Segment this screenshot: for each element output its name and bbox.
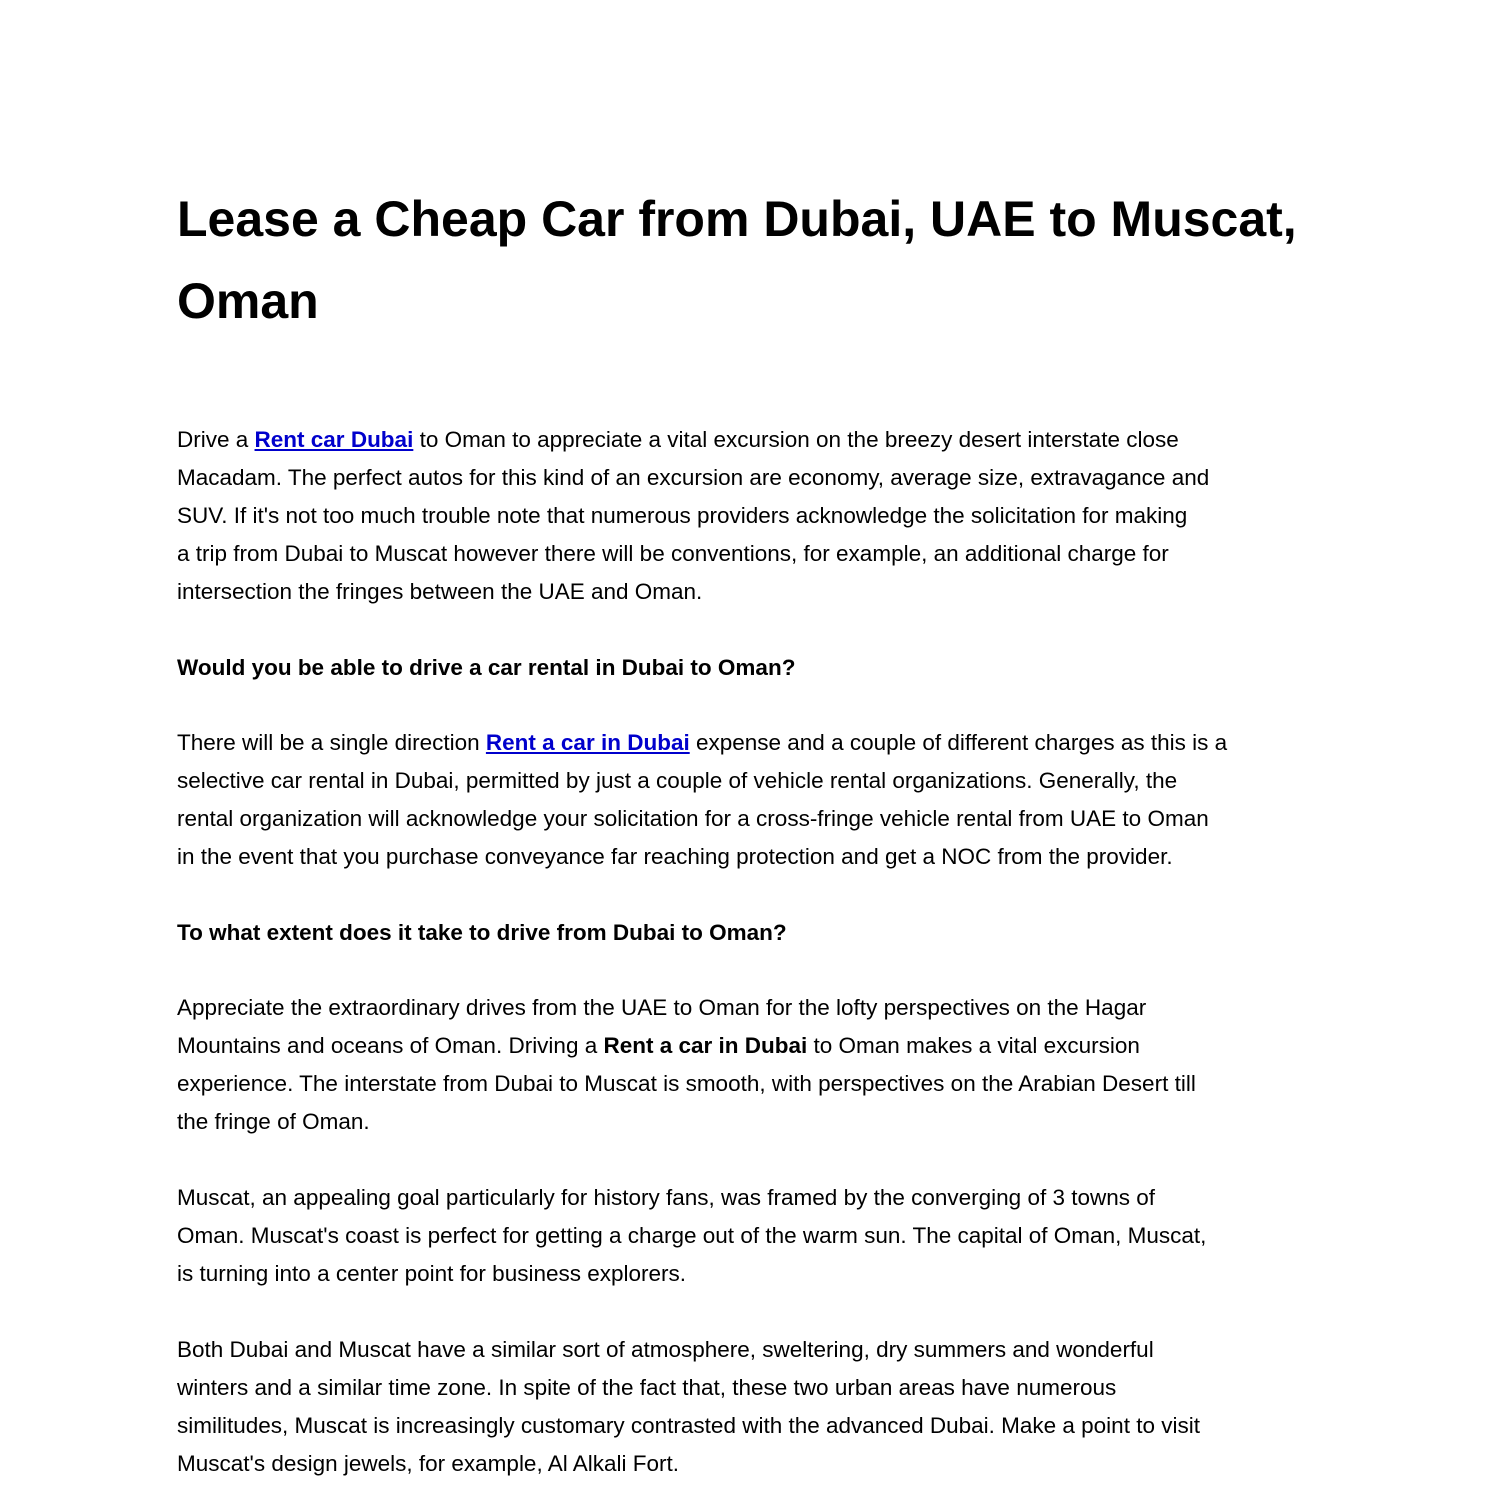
paragraph-line: winters and a similar time zone. In spite of the fact that, these two urban areas have numerous — [177, 1375, 1117, 1400]
text-run: to Oman makes a vital excursion — [807, 1033, 1140, 1058]
text-run: expense and a couple of different charges as this is a — [689, 730, 1228, 755]
title-line-2: Oman — [177, 273, 319, 329]
paragraph-line — [177, 421, 1337, 459]
paragraph-line: selective car rental in Dubai, permitted by just a couple of vehicle rental organizations. Generally, the — [177, 768, 1178, 793]
paragraph-line: Oman. Muscat's coast is perfect for getting a charge out of the warm sun. The capital of Oman, Muscat, — [177, 1223, 1207, 1248]
paragraph-line: the fringe of Oman. — [177, 1109, 370, 1134]
section-heading-drive-rental: Would you be able to drive a car rental in Dubai to Oman? — [177, 655, 796, 680]
rent-car-dubai-link[interactable]: Rent car Dubai — [254, 427, 414, 452]
paragraph-line: similitudes, Muscat is increasingly customary contrasted with the advanced Dubai. Make a point to visit — [177, 1413, 1200, 1438]
rent-a-car-in-dubai-link[interactable]: Rent a car in Dubai — [485, 730, 690, 755]
bold-text-rent-a-car: Rent a car in Dubai — [603, 1033, 808, 1058]
text-run: Mountains and oceans of Oman. Driving a — [177, 1033, 604, 1058]
paragraph-line: Both Dubai and Muscat have a similar sort of atmosphere, sweltering, dry summers and wonderful — [177, 1337, 1154, 1362]
paragraph-line: a trip from Dubai to Muscat however there will be conventions, for example, an additional charge for — [177, 541, 1169, 566]
paragraph-line: Muscat, an appealing goal particularly for history fans, was framed by the converging of 3 towns of — [177, 1185, 1156, 1210]
paragraph-line: experience. The interstate from Dubai to Muscat is smooth, with perspectives on the Arabian Desert till — [177, 1071, 1196, 1096]
paragraph-line: SUV. If it's not too much trouble note that numerous providers acknowledge the solicitation for making — [177, 503, 1188, 528]
text-run: to Oman to appreciate a vital excursion on the breezy desert interstate close — [413, 427, 1179, 452]
paragraph-muscat-history — [177, 1179, 1337, 1293]
paragraph-line: in the event that you purchase conveyance far reaching protection and get a NOC from the provider. — [177, 844, 1173, 869]
paragraph-hagar-mountains — [177, 989, 1337, 1141]
paragraph-atmosphere — [177, 1331, 1337, 1483]
document-content — [177, 178, 1337, 1483]
paragraph-line — [177, 724, 1337, 762]
paragraph-line: Macadam. The perfect autos for this kind of an excursion are economy, average size, extravagance and — [177, 465, 1210, 490]
text-run: Drive a — [177, 427, 255, 452]
paragraph-intro — [177, 421, 1337, 611]
paragraph-line: is turning into a center point for business explorers. — [177, 1261, 687, 1286]
paragraph-line: rental organization will acknowledge your solicitation for a cross-fringe vehicle rental from UAE to Oman — [177, 806, 1209, 831]
text-run: There will be a single direction — [177, 730, 486, 755]
paragraph-line: Muscat's design jewels, for example, Al Alkali Fort. — [177, 1451, 679, 1476]
paragraph-line: Appreciate the extraordinary drives from the UAE to Oman for the lofty perspectives on the Hagar — [177, 995, 1147, 1020]
paragraph-single-direction — [177, 724, 1337, 876]
paragraph-line: intersection the fringes between the UAE and Oman. — [177, 579, 703, 604]
document-title — [177, 178, 1337, 342]
paragraph-line — [177, 1027, 1337, 1065]
section-heading-drive-duration: To what extent does it take to drive from Dubai to Oman? — [177, 920, 787, 945]
title-line-1: Lease a Cheap Car from Dubai, UAE to Muscat, — [177, 191, 1297, 247]
